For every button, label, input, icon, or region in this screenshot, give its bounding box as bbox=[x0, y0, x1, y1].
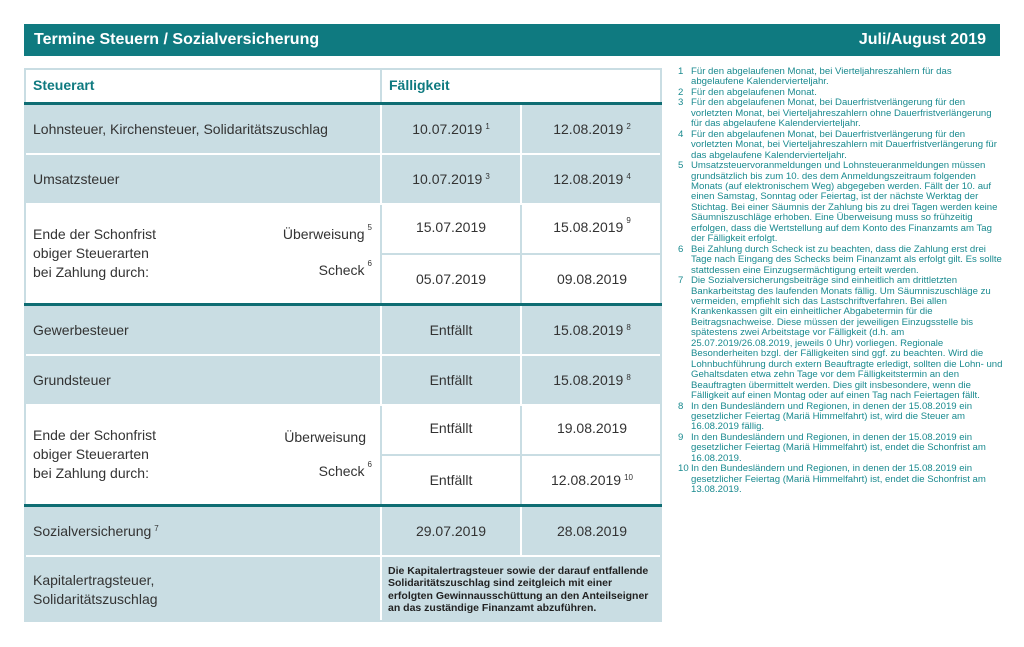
footnote-ref: 8 bbox=[626, 372, 631, 382]
ueberweisung-label: Überweisung bbox=[284, 429, 366, 445]
ueberweisung-date-july: 15.07.2019 bbox=[415, 219, 487, 235]
due-date-july: 29.07.2019 bbox=[415, 523, 487, 539]
tax-type: Kapitalertragsteuer, bbox=[33, 571, 155, 588]
due-date-july: 10.07.2019 bbox=[412, 121, 483, 137]
footnote-ref: 1 bbox=[485, 121, 490, 131]
divider bbox=[380, 68, 382, 102]
schonfrist-label-3: bei Zahlung durch: bbox=[33, 465, 149, 481]
tax-type: Sozialversicherung bbox=[33, 523, 152, 539]
footnote-number: 1 bbox=[678, 66, 684, 77]
ueberweisung-date-august: 19.08.2019 bbox=[556, 420, 628, 436]
footnote bbox=[678, 98, 1004, 129]
tax-type: Gewerbesteuer bbox=[33, 322, 129, 338]
header-faelligkeit: Fälligkeit bbox=[389, 77, 450, 93]
footnotes bbox=[678, 67, 1004, 496]
due-date-august: 28.08.2019 bbox=[556, 523, 628, 539]
tax-type: Umsatzsteuer bbox=[33, 171, 120, 187]
tax-type: Grundsteuer bbox=[33, 372, 111, 388]
footnote-number: 10 bbox=[678, 463, 689, 475]
due-date-august: 15.08.2019 bbox=[553, 322, 624, 338]
footnote-text: Umsatzsteuervoranmeldungen und Lohnsteueranmeldungen müssen grundsätzlich bis zum 10. des dem Anmeldungszeitraum folgenden Monats (auf elektronischem Weg) abgegeben werden. Fällt der 10. auf einen Samstag, Sonntag oder Feiertag, ist der nächste Werktag der Stichtag. Bei einer Säumnis der Zahlung bis zu drei Tagen werden keine Säumniszuschläge erhoben. Eine Überweisung muss so frühzeitig erfolgen, dass die Wertstellung auf dem Konto des Finanzamts am Tag der Fälligkeit erfolgt. bbox=[691, 160, 998, 245]
footnote-ref: 3 bbox=[485, 171, 490, 181]
footnote-text: Für den abgelaufenen Monat, bei Dauerfristverlängerung für den vorletzten Monat, bei Vierteljahreszahlern ohne Dauerfristverlängerung für das abgelaufene Kalendervierteljahr. bbox=[691, 97, 992, 130]
schonfrist-label-3: bei Zahlung durch: bbox=[33, 264, 149, 280]
due-date-july: 10.07.2019 bbox=[412, 171, 483, 187]
footnote-ref: 5 bbox=[367, 223, 372, 233]
title-bar bbox=[24, 24, 1000, 56]
due-date-july: Entfällt bbox=[429, 372, 473, 388]
kapital-note: Die Kapitalertragsteuer sowie der darauf entfallende Solidaritätszuschlag sind zeitgleich mit einer erfolgten Gewinnausschüttung an den Anteilseigner an das zuständige Finanzamt abzuführen. bbox=[388, 564, 649, 614]
footnote bbox=[678, 161, 1004, 245]
ueberweisung-label: Überweisung bbox=[282, 226, 365, 242]
footnote-ref: 2 bbox=[626, 121, 631, 131]
due-date-august: 12.08.2019 bbox=[553, 121, 624, 137]
footnote-number: 3 bbox=[678, 97, 684, 109]
ueberweisung-date-august: 15.08.2019 bbox=[553, 219, 624, 235]
footnote-text: Für den abgelaufenen Monat. bbox=[691, 86, 817, 98]
footnote-ref: 4 bbox=[626, 171, 631, 181]
footnote bbox=[678, 130, 1004, 161]
schonfrist-label-1: Ende der Schonfrist bbox=[33, 226, 156, 242]
footnote bbox=[678, 276, 1004, 401]
footnote bbox=[678, 402, 1004, 433]
tax-type: Solidaritätszuschlag bbox=[33, 590, 158, 607]
due-date-august: 15.08.2019 bbox=[553, 372, 624, 388]
footnote-text: In den Bundesländern und Regionen, in denen der 15.08.2019 ein gesetzlicher Feiertag (Mariä Himmelfahrt) ist, endet die Schonfrist am 13.08.2019. bbox=[691, 463, 986, 496]
footnote-ref: 6 bbox=[367, 259, 372, 269]
footnote-text: In den Bundesländern und Regionen, in denen der 15.08.2019 ein gesetzlicher Feiertag (Mariä Himmelfahrt) ist, wird die Steuer am 16.08.2019 fällig. bbox=[691, 400, 973, 433]
scheck-date-august: 09.08.2019 bbox=[556, 271, 628, 287]
footnote-number: 4 bbox=[678, 128, 684, 140]
footnote bbox=[678, 67, 1004, 88]
footnote-text: Für den abgelaufenen Monat, bei Vierteljahreszahlern für das abgelaufene Kalendervierteljahr. bbox=[691, 66, 952, 88]
footnote-ref: 8 bbox=[626, 322, 631, 332]
footnote-ref: 9 bbox=[626, 216, 631, 225]
due-date-july: Entfällt bbox=[429, 322, 473, 338]
scheck-date-july: 05.07.2019 bbox=[415, 271, 487, 287]
header-steuerart: Steuerart bbox=[33, 77, 95, 93]
schonfrist-label-2: obiger Steuerarten bbox=[33, 245, 149, 261]
footnote-text: Für den abgelaufenen Monat, bei Dauerfristverlängerung für den vorletzten Monat, bei Vierteljahreszahlern mit Dauerfristverlängerung für das abgelaufene Kalendervierteljahr. bbox=[691, 128, 997, 161]
footnote bbox=[678, 245, 1004, 276]
period-label: Juli/August 2019 bbox=[858, 31, 986, 48]
scheck-label: Scheck bbox=[318, 463, 365, 479]
scheck-date-july: Entfällt bbox=[429, 472, 473, 488]
footnote bbox=[678, 464, 1004, 495]
scheck-label: Scheck bbox=[318, 262, 365, 278]
footnote-ref: 7 bbox=[154, 523, 159, 533]
footnote-number: 5 bbox=[678, 160, 684, 172]
page-title: Termine Steuern / Sozialversicherung bbox=[34, 31, 320, 48]
footnote-text: In den Bundesländern und Regionen, in denen der 15.08.2019 ein gesetzlicher Feiertag (Mariä Himmelfahrt) ist, endet die Schonfrist am 16.08.2019. bbox=[691, 431, 986, 464]
footnote-text: Die Sozialversicherungsbeiträge sind einheitlich am drittletzten Bankarbeitstag des laufenden Monats fällig. Um Säumniszuschläge zu vermeiden, empfiehlt sich das Lastschriftverfahren. Bei allen Krankenkassen gilt ein einheitlicher Abgabetermin für die Beitragsnachweise. Diese müssen der jeweiligen Einzugsstelle bis spätestens zwei Arbeitstage vor Fälligkeit (d.h. am 25.07.2019/26.08.2019, jeweils 0 Uhr) vorliegen. Regionale Besonderheiten bzgl. der Fälligkeiten sind ggf. zu beachten. Wird die Lohnbuchführung durch extern Beauftragte erledigt, sollten die Lohn- und Gehaltsdaten etwa zehn Tage vor dem Fälligkeitstermin an den Beauftragten übermittelt werden. Dies gilt insbesondere, wenn die Fälligkeit auf einen Montag oder auf einen Tag nach Feiertagen fällt. bbox=[691, 275, 1003, 402]
footnote-number: 6 bbox=[678, 243, 684, 255]
footnote-text: Bei Zahlung durch Scheck ist zu beachten, dass die Zahlung erst drei Tage nach Eingang des Schecks beim Finanzamt als erfolgt gilt. Es sollte stattdessen eine Einzugsermächtigung erteilt werden. bbox=[691, 243, 1002, 276]
footnote-number: 8 bbox=[678, 400, 684, 412]
ueberweisung-date-july: Entfällt bbox=[429, 420, 473, 436]
footnote-ref: 10 bbox=[624, 472, 633, 482]
footnote-number: 9 bbox=[678, 431, 684, 443]
footnote-number: 7 bbox=[678, 275, 684, 287]
tax-type: Lohnsteuer, Kirchensteuer, Solidaritätszuschlag bbox=[33, 121, 328, 137]
schonfrist-label-1: Ende der Schonfrist bbox=[33, 427, 156, 443]
scheck-date-august: 12.08.2019 bbox=[551, 472, 622, 488]
footnote bbox=[678, 433, 1004, 464]
footnote-ref: 6 bbox=[367, 460, 372, 470]
schonfrist-label-2: obiger Steuerarten bbox=[33, 446, 149, 462]
footnote-number: 2 bbox=[678, 86, 684, 98]
due-date-august: 12.08.2019 bbox=[553, 171, 624, 187]
